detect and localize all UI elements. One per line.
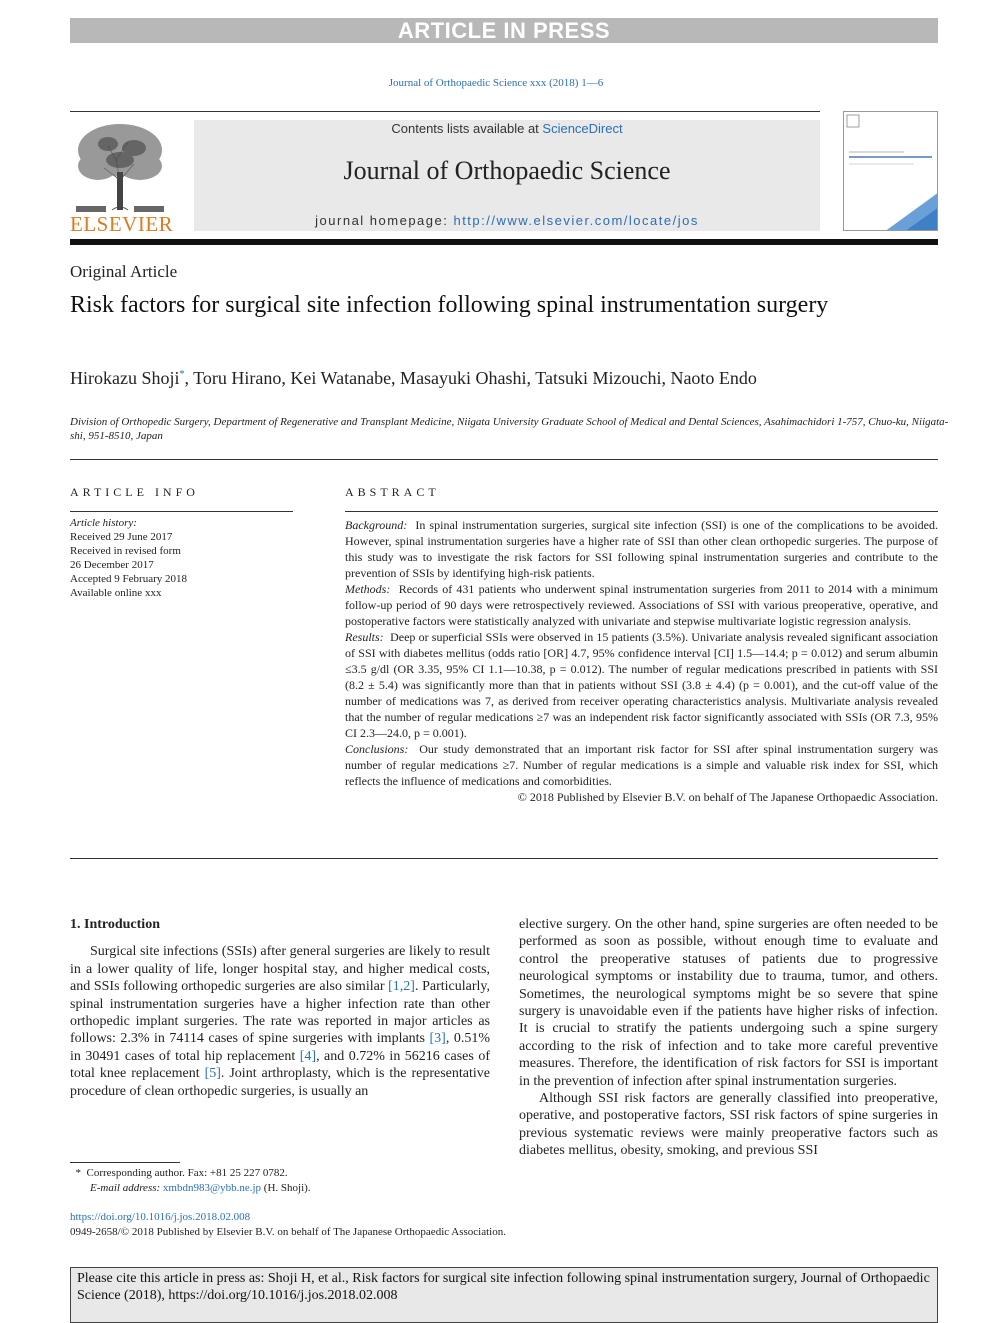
elsevier-wordmark: ELSEVIER xyxy=(70,212,174,236)
author-list xyxy=(70,364,830,389)
doi[interactable] xyxy=(70,1211,250,1223)
intro-text: , 0.51% in 30491 cases of total hip replacement xyxy=(70,1031,490,1064)
author-name[interactable]: Hirokazu Shoji xyxy=(70,368,180,388)
footnote-rule xyxy=(70,1162,180,1163)
conclusions-text: Our study demonstrated that an important risk factor for SSI after spinal instrumentation surgery was number of regular medications ≥7. Number of regular medications is a simple and valuable risk index for SSI, which reflects the influence of medications and comorbidities. xyxy=(345,742,939,788)
contents-line xyxy=(194,121,820,136)
footnote xyxy=(70,1166,490,1196)
authors-rest: , Toru Hirano, Kei Watanabe, Masayuki Ohashi, Tatsuki Mizouchi, Naoto Endo xyxy=(184,368,757,388)
abstract-conclusions xyxy=(345,741,938,789)
methods-label: Methods: xyxy=(345,582,391,596)
body-column-right xyxy=(519,916,938,1160)
revised-date: 26 December 2017 xyxy=(70,559,154,571)
abstract-rule xyxy=(345,511,938,512)
received-date: Received 29 June 2017 xyxy=(70,531,173,543)
abstract-results xyxy=(345,629,938,741)
abstract-methods xyxy=(345,581,938,629)
divider xyxy=(70,858,938,859)
journal-title: Journal of Orthopaedic Science xyxy=(343,156,671,185)
journal-reference-link[interactable]: Journal of Orthopaedic Science xxx (2018) 1—6 xyxy=(388,77,604,89)
corresponding-text: Corresponding author. Fax: +81 25 227 0782. xyxy=(86,1167,288,1179)
article-info-rule xyxy=(70,511,293,512)
homepage-prefix: journal homepage: xyxy=(315,213,454,228)
citation-link[interactable]: [5] xyxy=(204,1066,221,1082)
journal-cover-icon xyxy=(844,112,938,231)
corresponding-footnote xyxy=(70,1166,490,1181)
citation-link[interactable]: [1,2] xyxy=(388,979,415,995)
sciencedirect-link[interactable]: ScienceDirect xyxy=(542,121,623,136)
article-info-heading: ARTICLE INFO xyxy=(70,485,199,499)
results-label: Results: xyxy=(345,630,384,644)
intro-text: Surgical site infections (SSIs) after general surgeries are likely to result in a lower quality of life, longer hospital stay, and higher medical costs, and SSIs following orthopedic surgeries are also similar xyxy=(70,944,490,995)
citation-link[interactable]: [3] xyxy=(429,1031,446,1047)
divider xyxy=(70,459,938,460)
homepage-link[interactable]: http://www.elsevier.com/locate/jos xyxy=(453,213,699,228)
results-text: Deep or superficial SSIs were observed in 15 patients (3.5%). Univariate analysis revealed significant association of SSI with diabetes mellitus (odds ratio [OR] 4.7, 95% confidence interval [CI] 1.5—14.4; p = 0.012) and serum albumin ≤3.5 g/dl (OR 3.35, 95% CI 1.1—10.38, p = 0.012). The number of regular medications prescribed in patients with SSI (8.2 ± 5.4) was significantly more than that in patients without SSI (3.8 ± 4.4) (p = 0.001), and the cut-off value of the number of medications was 7, as derived from receiver operating characteristics analysis. Multivariate analysis revealed that the number of regular medications ≥7 was an independent risk factor significantly associated with SSIs (OR 7.3, 95% CI 2.3—24.0, p = 0.001). xyxy=(345,630,939,740)
contents-prefix: Contents lists available at xyxy=(391,121,543,136)
abstract-copyright: © 2018 Published by Elsevier B.V. on behalf of The Japanese Orthopaedic Association. xyxy=(517,790,938,804)
issn-copyright: 0949-2658/© 2018 Published by Elsevier B.V. on behalf of The Japanese Orthopaedic Association. xyxy=(70,1226,506,1238)
citation-link[interactable]: [4] xyxy=(299,1048,317,1064)
intro-paragraph-1 xyxy=(70,943,490,1100)
online-date: Available online xxx xyxy=(70,587,162,599)
intro-paragraph-2: Although SSI risk factors are generally classified into preoperative, operative, and postoperative factors, SSI risk factors of spine surgeries in previous systematic reviews were mainly preoperative factors such as diabetes mellitus, obesity, smoking, and previous SSI xyxy=(519,1091,938,1159)
journal-reference[interactable] xyxy=(0,77,992,89)
abstract-background xyxy=(345,517,938,581)
body-column-left xyxy=(70,916,490,1100)
intro-text: . Joint arthroplasty, which is the representative procedure of clean orthopedic surgeries, is usually an xyxy=(70,1066,490,1099)
abstract-body xyxy=(345,517,938,805)
history-label: Article history: xyxy=(70,517,137,529)
intro-paragraph-1-continued: elective surgery. On the other hand, spine surgeries are often needed to be performed as soon as possible, without enough time to evaluate and control the preoperative statuses of patients due to progressive neurological symptoms or instability due to trauma, tumor, and others. Sometimes, the neurological symptoms might be so severe that spine surgery is unavoidable even if the patients have higher risks of infection. It is crucial to stratify the patients undergoing such a spine surgery according to the risk of infection and to take more careful preventive measures. Therefore, the identification of risk factors for SSI is important in the prevention of infection after spinal instrumentation surgeries. xyxy=(519,917,938,1089)
article-type: Original Article xyxy=(70,262,178,281)
doi-link[interactable]: https://doi.org/10.1016/j.jos.2018.02.008 xyxy=(70,1211,251,1223)
corresponding-author-mark[interactable]: * xyxy=(179,369,185,380)
header-bottom-rule xyxy=(70,239,938,245)
section-heading: 1. Introduction xyxy=(70,917,160,932)
article-in-press-banner: ARTICLE IN PRESS xyxy=(70,18,938,43)
journal-cover-thumbnail[interactable] xyxy=(843,111,938,231)
email-footnote xyxy=(70,1181,490,1196)
revised-label: Received in revised form xyxy=(70,545,181,557)
email-label: E-mail address: xyxy=(90,1182,161,1194)
footnote-mark: * xyxy=(75,1167,81,1179)
email-name: (H. Shoji). xyxy=(263,1182,311,1194)
affiliation: Division of Orthopedic Surgery, Department of Regenerative and Transplant Medicine, Niigata University Graduate School of Medical and Dental Sciences, Asahimachidori 1-757, Chuo-ku, Niigata-shi, 951-8510, Japan xyxy=(70,416,949,442)
article-title: Risk factors for surgical site infection following spinal instrumentation surgery xyxy=(70,292,829,318)
accepted-date: Accepted 9 February 2018 xyxy=(70,573,187,585)
background-text: In spinal instrumentation surgeries, surgical site infection (SSI) is one of the complications to be avoided. However, spinal instrumentation surgeries have a higher rate of SSI than other clean orthopedic surgeries. The purpose of this study was to investigate the risk factors for SSI following spinal instrumentation surgeries and contribute to the prevention of SSIs by identifying high-risk patients. xyxy=(345,518,938,580)
elsevier-logo[interactable] xyxy=(68,120,172,235)
email-link[interactable]: xmbdn983@ybb.ne.jp xyxy=(162,1182,262,1194)
background-label: Background: xyxy=(345,518,408,532)
intro-text: . Particularly, spinal instrumentation surgeries have a higher infection rate than other orthopedic implant surgeries. The rate was reported in major articles as follows: 2.3% in 74114 cases of spine surgeries with implants xyxy=(70,979,490,1047)
citation-box: Please cite this article in press as: Shoji H, et al., Risk factors for surgical site infection following spinal instrumentation surgery, Journal of Orthopaedic Science (2018), https://doi.org/10.1016/j.jos.2018.02.008 xyxy=(70,1267,938,1323)
abstract-heading: ABSTRACT xyxy=(345,485,440,499)
intro-text: , and 0.72% in 56216 cases of total knee replacement xyxy=(70,1048,490,1082)
methods-text: Records of 431 patients who underwent spinal instrumentation surgeries from 2011 to 2014 with a minimum follow-up period of 90 days were retrospectively reviewed. Associations of SSI with various preoperative, operative, and postoperative factors were statistically analyzed with univariate and stepwise multivariate logistic regression analysis. xyxy=(345,582,939,628)
article-history xyxy=(70,516,300,600)
conclusions-label: Conclusions: xyxy=(345,742,409,756)
journal-homepage xyxy=(194,213,820,228)
header-top-rule xyxy=(70,111,820,112)
